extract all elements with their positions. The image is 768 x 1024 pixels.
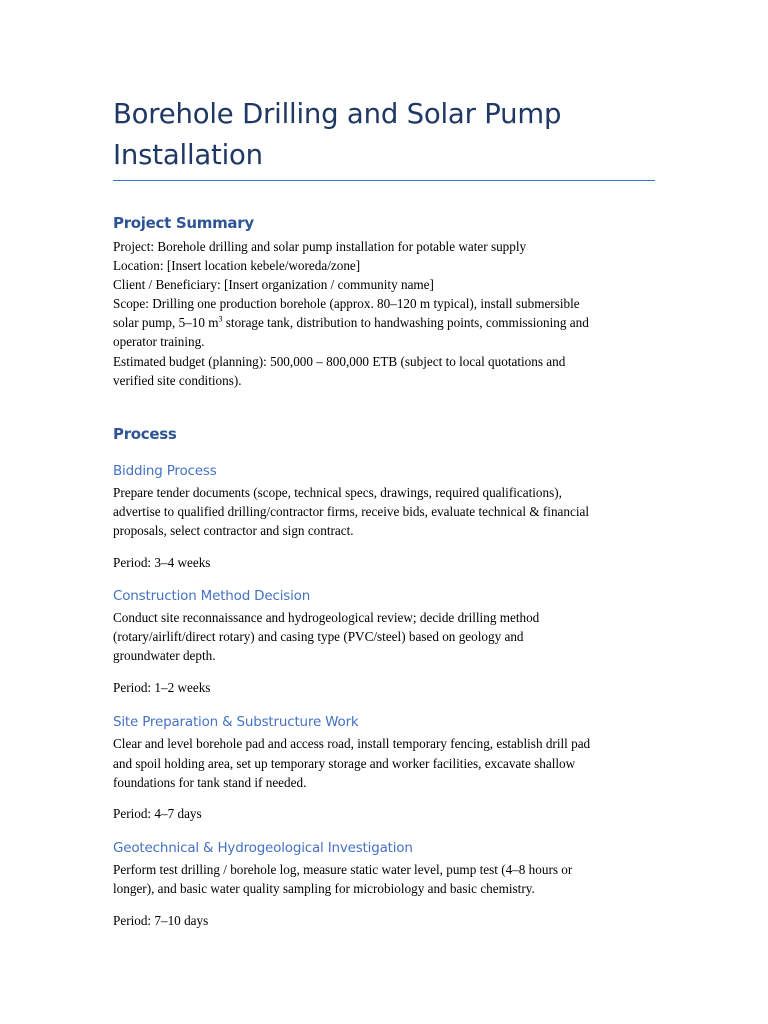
construction-method-line-1: Conduct site reconnaissance and hydrogeological review; decide drilling method: [113, 610, 540, 625]
summary-client-line: Client / Beneficiary: [Insert organization / community name]: [113, 277, 434, 292]
summary-budget-line-1: Estimated budget (planning): 500,000 – 800,000 ETB (subject to local quotations and: [113, 354, 566, 369]
site-preparation-line-3: foundations for tank stand if needed.: [113, 775, 307, 790]
geotechnical-line-2: longer), and basic water quality sampling for microbiology and basic chemistry.: [113, 881, 535, 896]
scope-line-2-rest: storage tank, distribution to handwashing points, commissioning and: [225, 315, 589, 330]
site-preparation-heading: Site Preparation & Substructure Work: [113, 714, 359, 730]
construction-method-line-2: (rotary/airlift/direct rotary) and casing type (PVC/steel) based on geology and: [113, 629, 524, 644]
title-underline-rule: [113, 180, 655, 181]
summary-location-line: Location: [Insert location kebele/woreda/zone]: [113, 258, 361, 273]
document-title-line-2: Installation: [113, 139, 263, 171]
project-summary-heading: Project Summary: [113, 214, 254, 232]
construction-method-period: Period: 1–2 weeks: [113, 680, 211, 695]
cubic-superscript: 3: [218, 314, 223, 324]
process-heading: Process: [113, 425, 177, 443]
bidding-period: Period: 3–4 weeks: [113, 555, 211, 570]
summary-scope-line-3: operator training.: [113, 334, 205, 349]
summary-budget-line-2: verified site conditions).: [113, 373, 242, 388]
bidding-line-3: proposals, select contractor and sign contract.: [113, 523, 354, 538]
geotechnical-heading: Geotechnical & Hydrogeological Investigation: [113, 840, 413, 856]
construction-method-heading: Construction Method Decision: [113, 588, 311, 604]
geotechnical-line-1: Perform test drilling / borehole log, measure static water level, pump test (4–8 hours or: [113, 862, 573, 877]
scope-tank-volume: solar pump, 5–10 m: [113, 315, 219, 330]
summary-project-line: Project: Borehole drilling and solar pump installation for potable water supply: [113, 239, 527, 254]
bidding-line-2: advertise to qualified drilling/contractor firms, receive bids, evaluate technical & financial: [113, 504, 590, 519]
construction-method-line-3: groundwater depth.: [113, 648, 216, 663]
site-preparation-line-2: and spoil holding area, set up temporary storage and worker facilities, excavate shallow: [113, 756, 576, 771]
site-preparation-period: Period: 4–7 days: [113, 806, 202, 821]
site-preparation-line-1: Clear and level borehole pad and access road, install temporary fencing, establish drill pad: [113, 736, 591, 751]
bidding-line-1: Prepare tender documents (scope, technical specs, drawings, required qualifications),: [113, 485, 562, 500]
bidding-process-heading: Bidding Process: [113, 463, 217, 479]
document-title-line-1: Borehole Drilling and Solar Pump: [113, 98, 562, 130]
document-title: [113, 94, 655, 176]
summary-scope-line-1: Scope: Drilling one production borehole (approx. 80–120 m typical), install submersible: [113, 296, 580, 311]
geotechnical-period: Period: 7–10 days: [113, 913, 209, 928]
summary-scope-line-2: [113, 313, 673, 332]
